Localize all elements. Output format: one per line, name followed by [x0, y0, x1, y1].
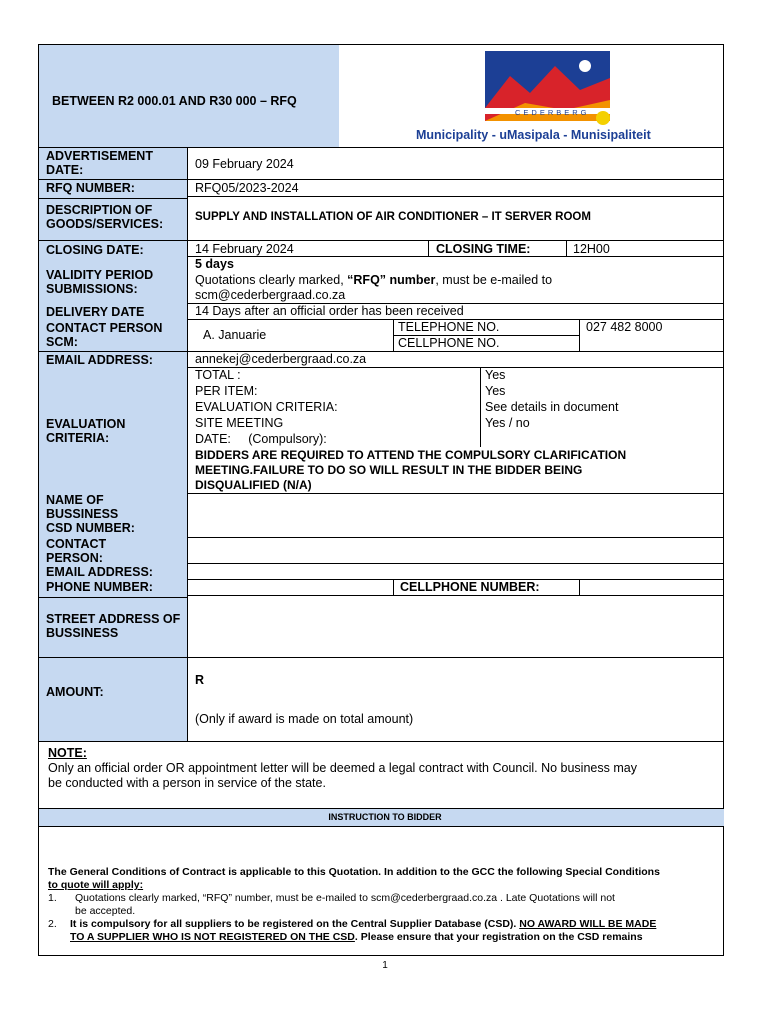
- eval-row-label: EVALUATION CRITERIA:: [195, 400, 338, 414]
- label-street: STREET ADDRESS OF BUSSINESS: [46, 612, 181, 640]
- logo-flower: [596, 111, 610, 125]
- logo-tagline: Municipality - uMasipala - Munisipaliteit: [416, 128, 651, 142]
- delivery-value: 14 Days after an official order has been received: [195, 304, 464, 318]
- eval-row-value: Yes / no: [485, 416, 530, 430]
- label-ad-date: ADVERTISEMENT DATE:: [46, 149, 153, 177]
- label-contact-scm: CONTACT PERSON SCM:: [46, 321, 163, 349]
- rfq-number-value: RFQ05/2023-2024: [195, 181, 299, 195]
- list-item: TO A SUPPLIER WHO IS NOT REGISTERED ON THE CSD. Please ensure that your registration on the CSD remains: [70, 931, 643, 943]
- label-evaluation: EVALUATION CRITERIA:: [46, 417, 126, 445]
- eval-row-label: TOTAL :: [195, 368, 241, 382]
- label-amount: AMOUNT:: [46, 685, 104, 699]
- label-description: DESCRIPTION OF GOODS/SERVICES:: [46, 203, 164, 231]
- eval-row-label: SITE MEETING: [195, 416, 284, 430]
- street-address-field[interactable]: [188, 598, 723, 657]
- amount-currency: R: [195, 673, 205, 687]
- email-value[interactable]: annekej@cederbergraad.co.za: [195, 352, 367, 366]
- description-value: SUPPLY AND INSTALLATION OF AIR CONDITIONER – IT SERVER ROOM: [195, 211, 591, 223]
- eval-row-value: Yes: [485, 384, 506, 398]
- instruction-intro: to quote will apply:: [48, 879, 144, 891]
- amount-note: (Only if award is made on total amount): [195, 712, 414, 726]
- page-number: 1: [382, 960, 388, 971]
- label-email: EMAIL ADDRESS:: [46, 353, 153, 367]
- email-field[interactable]: [188, 564, 723, 579]
- contact-name: A. Januarie: [203, 328, 267, 342]
- business-name-field[interactable]: [188, 494, 723, 537]
- telephone-label: TELEPHONE NO.: [398, 320, 500, 334]
- ad-date-value: 09 February 2024: [195, 157, 294, 171]
- list-item: It is compulsory for all suppliers to be registered on the Central Supplier Database (CSD). NO AWARD WILL BE MADE: [70, 918, 657, 930]
- list-item: be accepted.: [75, 905, 136, 917]
- list-number: 2.: [48, 918, 57, 930]
- eval-row-label: DATE: (Compulsory):: [195, 432, 327, 446]
- instruction-intro: The General Conditions of Contract is applicable to this Quotation. In addition to the GCC the following Special Conditions: [48, 866, 660, 878]
- validity-instruction: Quotations clearly marked, “RFQ” number, must be e-mailed to: [195, 273, 553, 287]
- telephone-value: 027 482 8000: [586, 320, 663, 334]
- note-heading: NOTE:: [48, 746, 87, 760]
- contact-person-field[interactable]: [188, 538, 723, 563]
- compulsory-notice-line: BIDDERS ARE REQUIRED TO ATTEND THE COMPULSORY CLARIFICATION: [195, 448, 627, 462]
- validity-days: 5 days: [195, 257, 234, 271]
- closing-time-value: 12H00: [573, 242, 610, 256]
- label-csd-number: CSD NUMBER:: [46, 521, 135, 535]
- note-line: Only an official order OR appointment letter will be deemed a legal contract with Council. No business may: [48, 761, 637, 775]
- instruction-bar-title: INSTRUCTION TO BIDDER: [328, 812, 442, 822]
- cellphone-label: CELLPHONE NO.: [398, 336, 500, 350]
- label-contact-person: CONTACT PERSON:: [46, 537, 107, 565]
- list-item: Quotations clearly marked, “RFQ” number, must be e-mailed to scm@cederbergraad.co.za . Late Quotations will not: [75, 892, 615, 904]
- label-closing-date: CLOSING DATE:: [46, 243, 144, 257]
- note-line: be conducted with a person in service of the state.: [48, 776, 326, 790]
- label-email-2: EMAIL ADDRESS:: [46, 565, 153, 579]
- label-business-name: NAME OF BUSSINESS: [46, 493, 119, 521]
- compulsory-notice-line: MEETING.FAILURE TO DO SO WILL RESULT IN THE BIDDER BEING: [195, 463, 583, 477]
- validity-email[interactable]: scm@cederbergraad.co.za: [195, 288, 346, 302]
- range-title: BETWEEN R2 000.01 AND R30 000 – RFQ: [52, 94, 297, 108]
- municipality-logo: [415, 48, 695, 148]
- closing-time-label: CLOSING TIME:: [436, 242, 531, 256]
- phone-field[interactable]: [188, 580, 393, 595]
- logo-word: CEDERBERG: [515, 108, 590, 117]
- label-phone: PHONE NUMBER:: [46, 580, 153, 594]
- cellphone-field[interactable]: [580, 580, 723, 595]
- logo-sun: [579, 60, 591, 72]
- label-validity: VALIDITY PERIOD SUBMISSIONS:: [46, 268, 154, 296]
- eval-row-value: See details in document: [485, 400, 619, 414]
- label-rfq-number: RFQ NUMBER:: [46, 181, 135, 195]
- compulsory-notice-line: DISQUALIFIED (N/A): [195, 478, 312, 492]
- closing-date-value: 14 February 2024: [195, 242, 294, 256]
- eval-row-value: Yes: [485, 368, 506, 382]
- label-delivery: DELIVERY DATE: [46, 305, 145, 319]
- cellphone-number-label: CELLPHONE NUMBER:: [400, 580, 540, 594]
- list-number: 1.: [48, 892, 57, 904]
- eval-row-label: PER ITEM:: [195, 384, 258, 398]
